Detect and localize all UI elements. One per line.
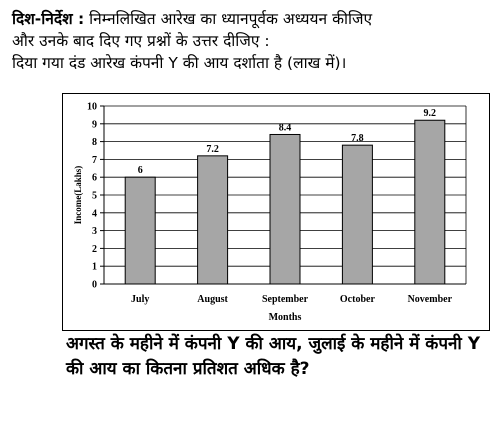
instructions-line-2: और उनके बाद दिए गए प्रश्नों के उत्तर दीजिए : — [12, 32, 270, 50]
y-axis-title: Income(Lakhs) — [73, 165, 83, 225]
x-tick-label-august: August — [197, 294, 228, 305]
data-label-july: 6 — [137, 165, 143, 177]
instructions-line-1-text: निम्नलिखित आरेख का ध्यानपूर्वक अध्ययन कीजिए — [89, 10, 373, 28]
y-tick-label: 10 — [87, 101, 97, 113]
instructions-block — [12, 8, 498, 74]
bar-november — [415, 120, 445, 284]
bar-october — [342, 145, 372, 284]
y-tick-label: 6 — [92, 172, 97, 184]
y-tick-label: 1 — [92, 261, 97, 273]
x-axis-title: Months — [268, 312, 302, 323]
x-tick-label-october: October — [339, 294, 375, 305]
instructions-heading: दिश-निर्देश : — [12, 10, 85, 28]
question-text: अगस्त के महीने में कंपनी Y की आय, जुलाई के महीने में कंपनी Y की आय का कितना प्रतिशत अधिक है? — [66, 334, 481, 379]
data-label-november: 9.2 — [423, 108, 437, 120]
bar-september — [270, 134, 300, 284]
data-label-august: 7.2 — [206, 143, 219, 155]
y-tick-label: 4 — [92, 208, 97, 220]
data-label-october: 7.8 — [351, 133, 364, 145]
y-tick-label: 9 — [92, 119, 97, 131]
data-label-september: 8.4 — [278, 122, 292, 134]
y-tick-label: 7 — [92, 154, 97, 166]
y-tick-label: 2 — [92, 243, 97, 255]
y-tick-label: 0 — [92, 279, 97, 291]
x-tick-label-july: July — [131, 294, 150, 305]
y-tick-label: 3 — [92, 226, 97, 238]
instructions-line-3: दिया गया दंड आरेख कंपनी Y की आय दर्शाता है (लाख में)। — [12, 54, 347, 72]
y-tick-label: 8 — [92, 137, 97, 149]
bar-chart-frame — [62, 93, 490, 331]
bar-chart — [63, 94, 489, 330]
x-tick-label-september: September — [261, 294, 309, 305]
x-tick-label-november: November — [407, 294, 453, 305]
y-tick-label: 5 — [92, 190, 97, 202]
bar-july — [125, 177, 155, 284]
instructions-line-1 — [12, 8, 498, 30]
bar-august — [198, 156, 228, 284]
